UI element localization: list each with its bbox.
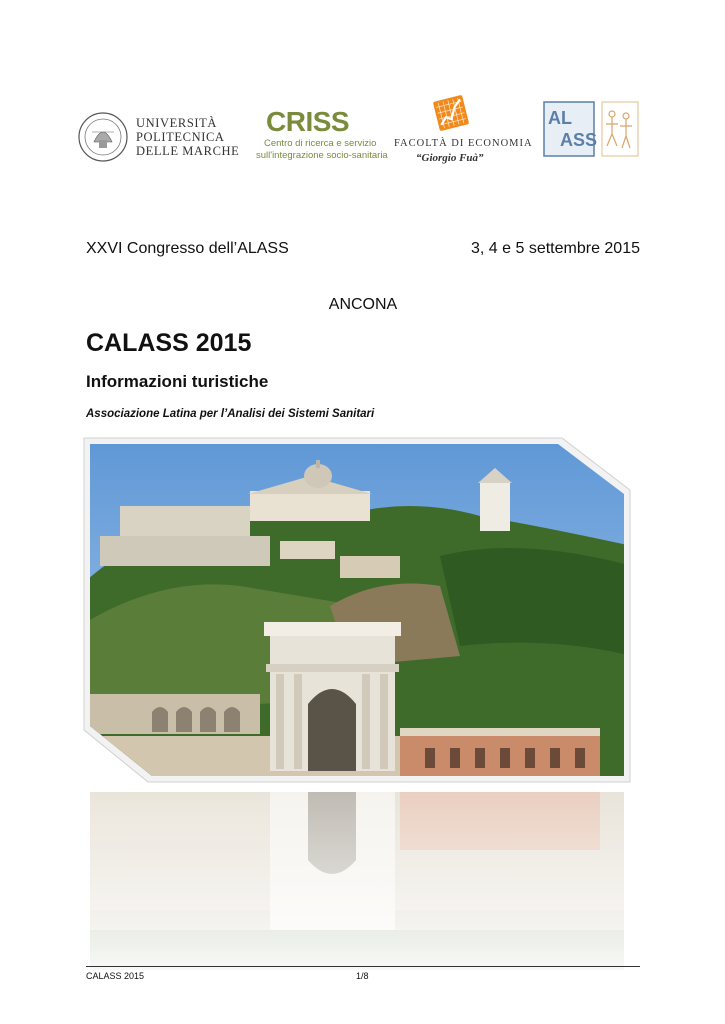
photo-reflection xyxy=(80,792,632,970)
association-name: Associazione Latina per l’Analisi dei Sistemi Sanitari xyxy=(86,408,375,420)
congress-row xyxy=(86,240,640,262)
footer-page-number: 1/8 xyxy=(356,971,369,981)
criss-logo xyxy=(252,106,388,166)
economics-chart-icon xyxy=(430,92,472,134)
facolta-economia-logo xyxy=(390,92,533,172)
university-seal-icon xyxy=(78,112,128,162)
facolta-line-2: “Giorgio Fuà” xyxy=(416,152,484,164)
congress-dates: 3, 4 e 5 settembre 2015 xyxy=(471,240,640,257)
criss-name: CRISS xyxy=(266,106,350,137)
ancona-arch-of-trajan-photo xyxy=(80,436,632,786)
criss-line-2: sull'integrazione socio-sanitaria xyxy=(256,150,388,161)
univpm-line-3: DELLE MARCHE xyxy=(136,144,240,158)
alass-logo-icon xyxy=(542,100,642,158)
facolta-line-1: FACOLTÀ DI ECONOMIA xyxy=(394,138,533,149)
footer-rule xyxy=(86,966,640,967)
univpm-line-1: UNIVERSITÀ xyxy=(136,116,217,130)
svg-text:AL: AL xyxy=(548,108,572,128)
footer-title: CALASS 2015 xyxy=(86,971,145,981)
criss-line-1: Centro di ricerca e servizio xyxy=(264,138,377,149)
congress-name: XXVI Congresso dell’ALASS xyxy=(86,240,289,257)
univpm-logo xyxy=(78,110,238,166)
congress-city: ANCONA xyxy=(328,296,398,313)
univpm-name xyxy=(136,116,239,158)
univpm-line-2: POLITECNICA xyxy=(136,130,225,144)
document-subtitle: Informazioni turistiche xyxy=(86,372,269,391)
document-title: CALASS 2015 xyxy=(86,329,252,357)
svg-text:ASS: ASS xyxy=(560,130,598,150)
